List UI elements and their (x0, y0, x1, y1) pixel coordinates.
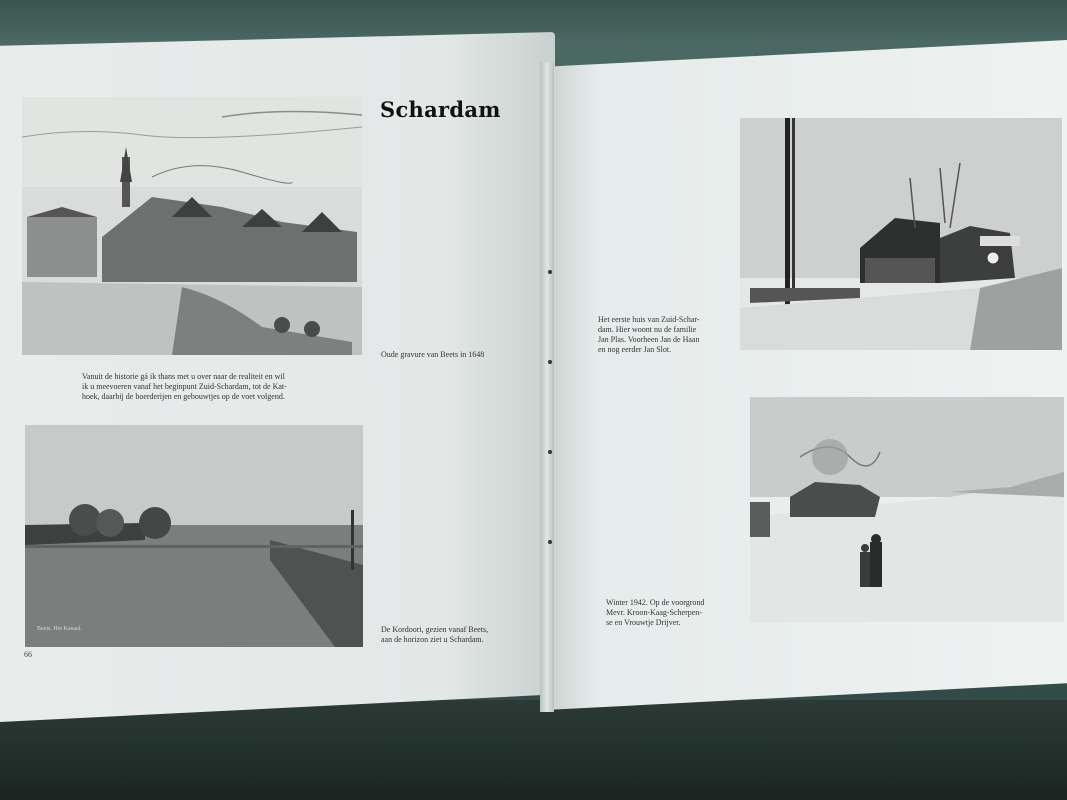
house-photo (740, 118, 1062, 350)
intro-line: Vanuit de historie gá ik thans met u over naar de realiteit en wil (82, 372, 285, 381)
engraving-caption: Oude gravure van Beets in 1648 (381, 350, 485, 359)
binding-stitch (548, 450, 552, 454)
canal-caption (381, 625, 488, 645)
intro-line: hoek, daarbij de boerderijen en gebouwtjes op de voet volgend. (82, 392, 285, 401)
house-caption-line: Jan Plas. Voorheen Jan de Haan (598, 335, 700, 344)
engraving-image (22, 97, 362, 355)
winter-caption-line: Mevr. Kroon-Kaag-Scherpen- (606, 608, 702, 617)
binding-stitch (548, 360, 552, 364)
winter-caption (606, 598, 704, 628)
winter-caption-line: Winter 1942. Op de voorgrond (606, 598, 705, 607)
page-title: Schardam (380, 97, 501, 122)
house-caption-line: dam. Hier woont nu de familie (598, 325, 697, 334)
winter-photo (750, 397, 1064, 622)
canal-photo (25, 425, 363, 647)
intro-line: ik u meevoeren vanaf het beginpunt Zuid-Schardam, tot de Kat- (82, 382, 287, 391)
canal-photo-inscription: Beets. Het Kanaal. (37, 626, 82, 632)
canal-caption-line: aan de horizon ziet u Schardam. (381, 635, 484, 644)
winter-caption-line: se en Vrouwtje Drijver. (606, 618, 681, 627)
house-caption-line: en nog eerder Jan Slot. (598, 345, 672, 354)
intro-text (82, 372, 382, 402)
book-spine (540, 62, 554, 712)
page-number: 66 (24, 650, 32, 659)
house-caption-line: Het eerste huis van Zuid-Schar- (598, 315, 700, 324)
binding-stitch (548, 270, 552, 274)
house-caption (598, 315, 700, 355)
canal-caption-line: De Kordoori, gezien vanaf Beets, (381, 625, 489, 634)
binding-stitch (548, 540, 552, 544)
